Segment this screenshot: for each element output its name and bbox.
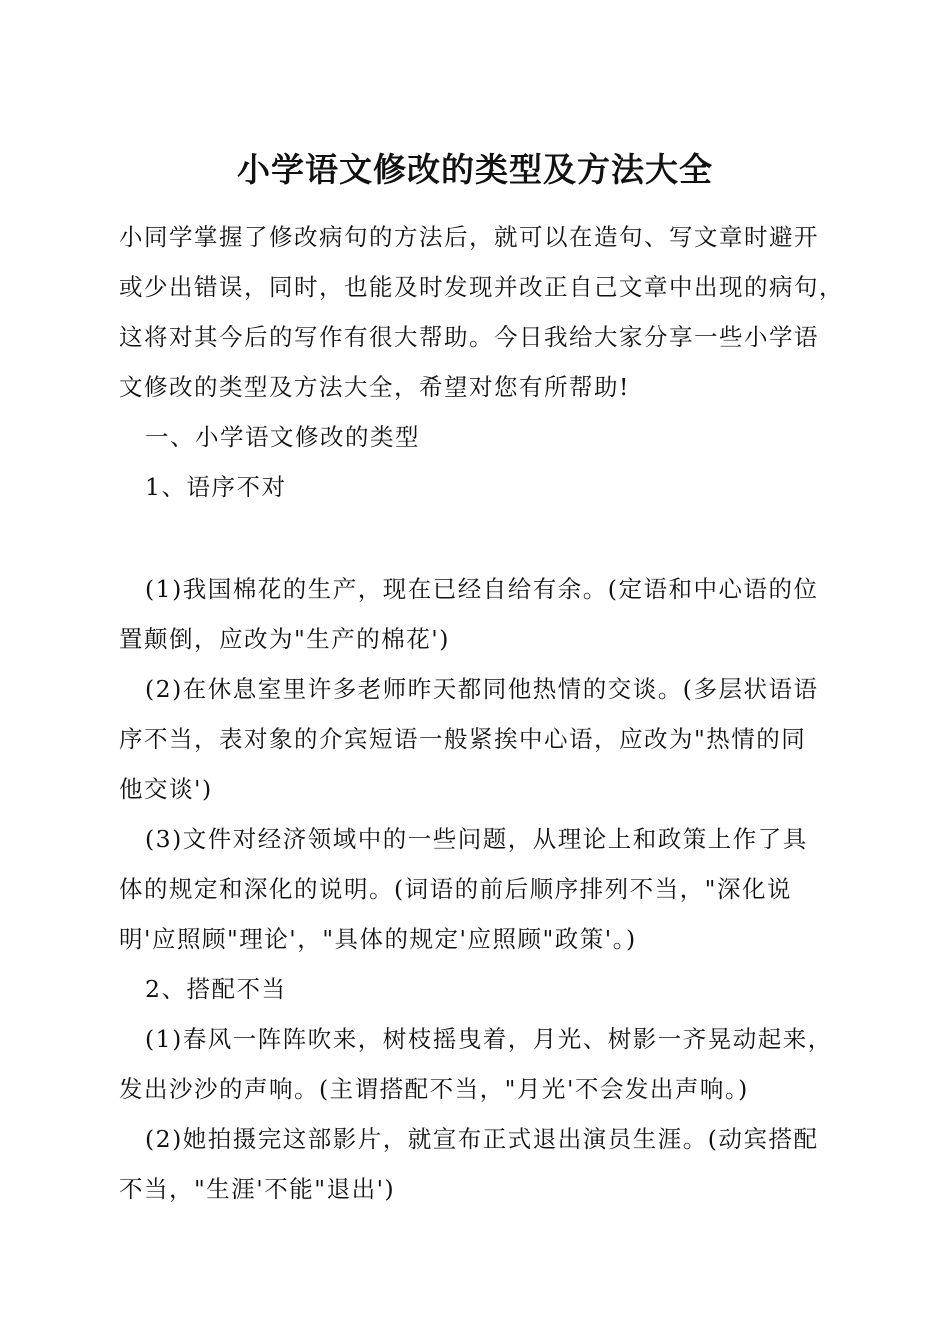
intro-paragraph: [119, 212, 844, 512]
paragraph-line: 或少出错误，同时，也能及时发现并改正自己文章中出现的病句，: [119, 273, 844, 301]
example-line: 置颠倒，应改为"生产的棉花'): [119, 625, 450, 653]
example-line: 序不当，表对象的介宾短语一般紧挨中心语，应改为"热情的同: [119, 725, 807, 753]
paragraph-line: 小同学掌握了修改病句的方法后，就可以在造句、写文章时避开: [119, 223, 819, 251]
example-line: (3)文件对经济领域中的一些问题，从理论上和政策上作了具: [145, 825, 808, 853]
example-line: 体的规定和深化的说明。(词语的前后顺序排列不当，"深化说: [119, 875, 792, 903]
paragraph-line: 这将对其今后的写作有很大帮助。今日我给大家分享一些小学语: [119, 323, 819, 351]
example-line: (1)我国棉花的生产，现在已经自给有余。(定语和中心语的位: [145, 575, 819, 603]
example-line: (2)她拍摄完这部影片，就宣布正式退出演员生涯。(动宾搭配: [145, 1125, 819, 1153]
section-heading: 一、小学语文修改的类型: [145, 423, 420, 451]
example-line: (2)在休息室里许多老师昨天都同他热情的交谈。(多层状语语: [145, 675, 819, 703]
subsection-heading-collocation: 2、搭配不当: [145, 975, 287, 1003]
document-title: 小学语文修改的类型及方法大全: [237, 150, 713, 189]
paragraph-line: 文修改的类型及方法大全，希望对您有所帮助!: [119, 373, 630, 401]
example-line: 明'应照顾"理论'，"具体的规定'应照顾"政策'。): [119, 925, 637, 953]
example-line: (1)春风一阵阵吹来，树枝摇曳着，月光、树影一齐晃动起来，: [145, 1025, 833, 1053]
example-line: 发出沙沙的声响。(主谓搭配不当，"月光'不会发出声响。): [119, 1075, 749, 1103]
example-line: 不当，"生涯'不能"退出'): [119, 1175, 396, 1203]
example-line: 他交谈'): [119, 775, 213, 803]
subsection-heading-word-order: 1、语序不对: [145, 473, 287, 501]
word-order-examples: [119, 564, 835, 1214]
